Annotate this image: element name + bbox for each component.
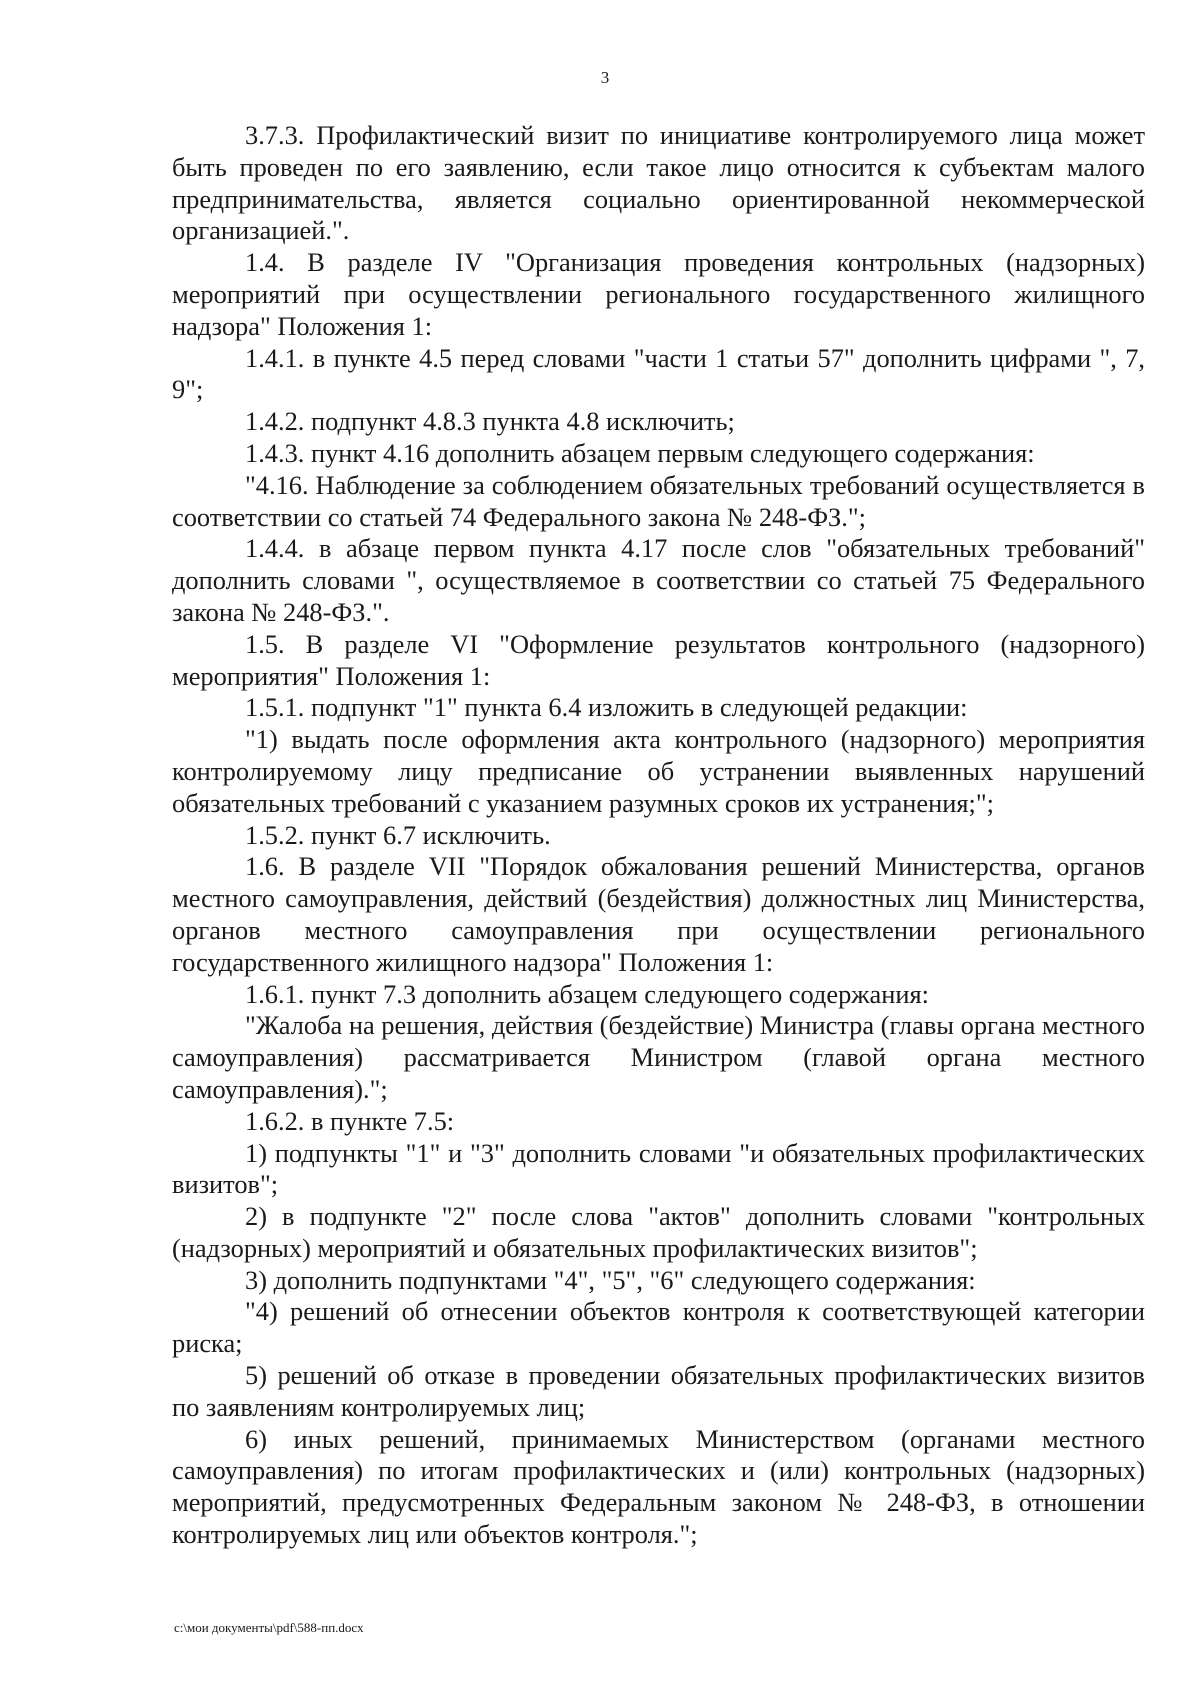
- paragraph-1-4-2: 1.4.2. подпункт 4.8.3 пункта 4.8 исключить;: [245, 406, 735, 437]
- paragraph-item-2: 2) в подпункте "2" после слова "актов" дополнить словами "контрольных (надзорных) мероприятий и обязательных профилактических визитов";: [172, 1201, 1145, 1263]
- paragraph-item-4: "4) решений об отнесении объектов контроля к соответствующей категории риска;: [172, 1296, 1145, 1359]
- paragraph-item-1: 1) подпункты "1" и "3" дополнить словами "и обязательных профилактических визитов";: [172, 1137, 1145, 1200]
- paragraph-1-4: 1.4. В разделе IV "Организация проведения контрольных (надзорных) мероприятий при осуществлении регионального государственного жилищного надзора" Положения 1:: [172, 247, 1145, 341]
- paragraph-4-16: "4.16. Наблюдение за соблюдением обязательных требований осуществляется в соответствии со статьей 74 Федерального закона № 248-ФЗ.";: [172, 469, 1145, 532]
- paragraph-item-5: 5) решений об отказе в проведении обязательных профилактических визитов по заявлениям контролируемых лиц;: [172, 1360, 1145, 1422]
- paragraph-1-5-2: 1.5.2. пункт 6.7 исключить.: [245, 819, 551, 850]
- paragraph-1-5: 1.5. В разделе VI "Оформление результатов контрольного (надзорного) мероприятия" Положения 1:: [172, 628, 1145, 691]
- paragraph-1-6-2: 1.6.2. в пункте 7.5:: [245, 1105, 455, 1136]
- paragraph-3-7-3: 3.7.3. Профилактический визит по инициативе контролируемого лица может быть проведен по его заявлению, если такое лицо относится к субъектам малого предпринимательства, является социально ориентированной некоммерческой организацией.".: [172, 120, 1145, 246]
- paragraph-1-6-1: 1.6.1. пункт 7.3 дополнить абзацем следующего содержания:: [245, 978, 929, 1009]
- document-body: [172, 120, 1145, 1551]
- page-number: 3: [600, 68, 610, 87]
- file-path-footer: c:\мои документы\pdf\588-пп.docx: [174, 1620, 364, 1635]
- paragraph-item-6: 6) иных решений, принимаемых Министерством (органами местного самоуправления) по итогам профилактических и (или) контрольных (надзорных) мероприятий, предусмотренных Федеральным законом № 248-ФЗ, в отношении контролируемых лиц или объектов контроля.";: [172, 1423, 1145, 1550]
- paragraph-quote-1: "1) выдать после оформления акта контрольного (надзорного) мероприятия контролируемому лицу предписание об устранении выявленных нарушений обязательных требований с указанием разумных сроков их устранения;";: [172, 724, 1145, 818]
- paragraph-1-4-3: 1.4.3. пункт 4.16 дополнить абзацем первым следующего содержания:: [245, 437, 1035, 468]
- paragraph-1-5-1: 1.5.1. подпункт "1" пункта 6.4 изложить в следующей редакции:: [245, 692, 968, 723]
- paragraph-item-3: 3) дополнить подпунктами "4", "5", "6" следующего содержания:: [245, 1264, 976, 1295]
- paragraph-1-4-4: 1.4.4. в абзаце первом пункта 4.17 после слов "обязательных требований" дополнить словами ", осуществляемое в соответствии со статьей 75 Федерального закона № 248-ФЗ.".: [172, 533, 1145, 627]
- paragraph-complaint: "Жалоба на решения, действия (бездействие) Министра (главы органа местного самоуправления) рассматривается Министром (главой органа местного самоуправления).";: [172, 1010, 1145, 1104]
- paragraph-1-6: 1.6. В разделе VII "Порядок обжалования решений Министерства, органов местного самоуправления, действий (бездействия) должностных лиц Министерства, органов местного самоуправления при осуществлении регионального государственного жилищного надзора" Положения 1:: [172, 851, 1145, 977]
- paragraph-1-4-1: 1.4.1. в пункте 4.5 перед словами "части 1 статьи 57" дополнить цифрами ", 7, 9";: [172, 342, 1145, 405]
